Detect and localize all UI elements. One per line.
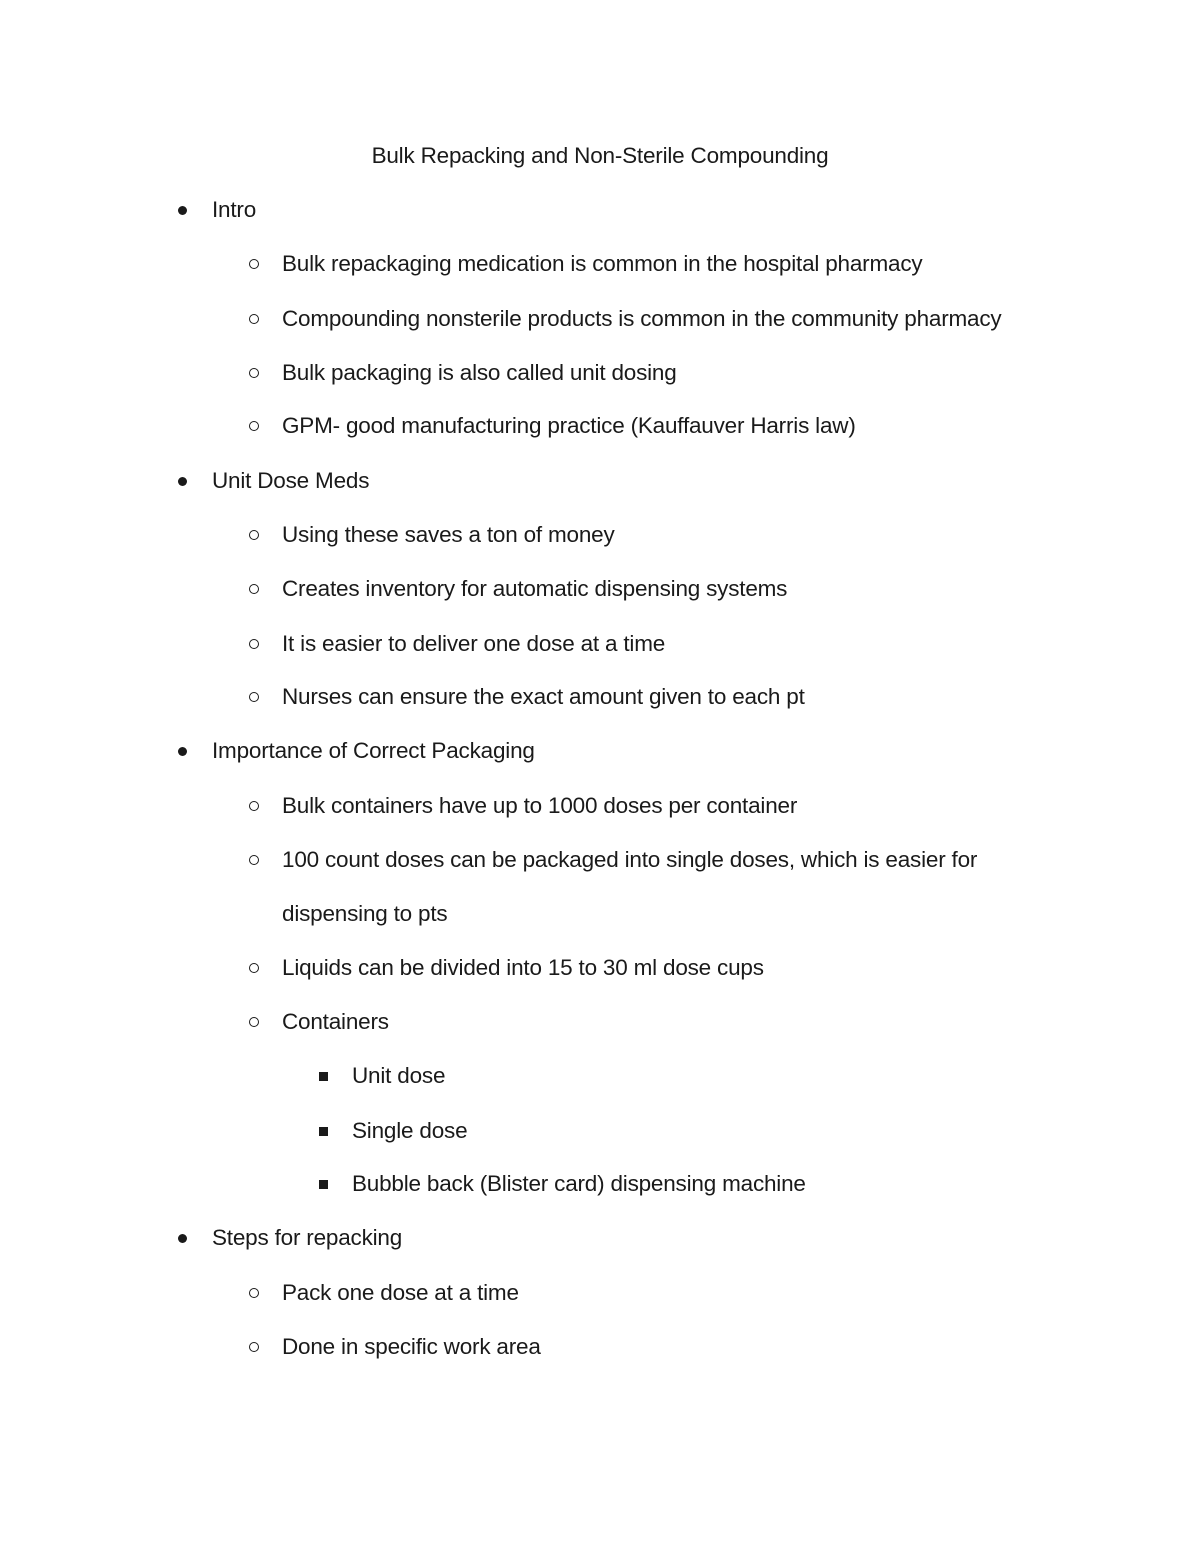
bullet-circle-icon (249, 421, 259, 431)
bullet-circle-icon (249, 1017, 259, 1027)
bullet-circle-icon (249, 1288, 259, 1298)
list-item: Creates inventory for automatic dispensing systems (282, 576, 788, 601)
bullet-square-icon (319, 1127, 328, 1136)
bullet-circle-icon (249, 1342, 259, 1352)
bullet-disc-icon (178, 747, 187, 756)
list-item: Pack one dose at a time (282, 1280, 519, 1305)
list-item: Bulk packaging is also called unit dosing (282, 360, 677, 385)
list-item-continuation: dispensing to pts (282, 901, 448, 926)
section-heading: Steps for repacking (212, 1225, 403, 1250)
section-heading: Intro (212, 197, 257, 222)
list-item: Nurses can ensure the exact amount given to each pt (282, 684, 805, 709)
bullet-circle-icon (249, 368, 259, 378)
list-item: Bulk containers have up to 1000 doses per container (282, 793, 798, 818)
bullet-square-icon (319, 1180, 328, 1189)
bullet-circle-icon (249, 530, 259, 540)
bullet-circle-icon (249, 801, 259, 811)
bullet-circle-icon (249, 584, 259, 594)
list-item: 100 count doses can be packaged into single doses, which is easier for (282, 847, 978, 872)
sub-list-item: Single dose (352, 1118, 468, 1143)
sub-list-item: Unit dose (352, 1063, 446, 1088)
bullet-disc-icon (178, 477, 187, 486)
bullet-circle-icon (249, 259, 259, 269)
bullet-circle-icon (249, 639, 259, 649)
bullet-circle-icon (249, 963, 259, 973)
list-item: GPM- good manufacturing practice (Kauffauver Harris law) (282, 413, 856, 438)
sub-list-item: Bubble back (Blister card) dispensing machine (352, 1171, 806, 1196)
list-item: Done in specific work area (282, 1334, 541, 1359)
list-item: It is easier to deliver one dose at a time (282, 631, 666, 656)
bullet-disc-icon (178, 1234, 187, 1243)
page-title: Bulk Repacking and Non-Sterile Compounding (371, 143, 829, 168)
list-item: Liquids can be divided into 15 to 30 ml dose cups (282, 955, 764, 980)
list-item: Bulk repackaging medication is common in the hospital pharmacy (282, 251, 923, 276)
bullet-circle-icon (249, 314, 259, 324)
section-heading: Unit Dose Meds (212, 468, 370, 493)
bullet-square-icon (319, 1072, 328, 1081)
bullet-circle-icon (249, 855, 259, 865)
list-item: Containers (282, 1009, 389, 1034)
list-item: Using these saves a ton of money (282, 522, 615, 547)
bullet-circle-icon (249, 692, 259, 702)
bullet-disc-icon (178, 206, 187, 215)
section-heading: Importance of Correct Packaging (212, 738, 535, 763)
list-item: Compounding nonsterile products is common in the community pharmacy (282, 306, 1002, 331)
